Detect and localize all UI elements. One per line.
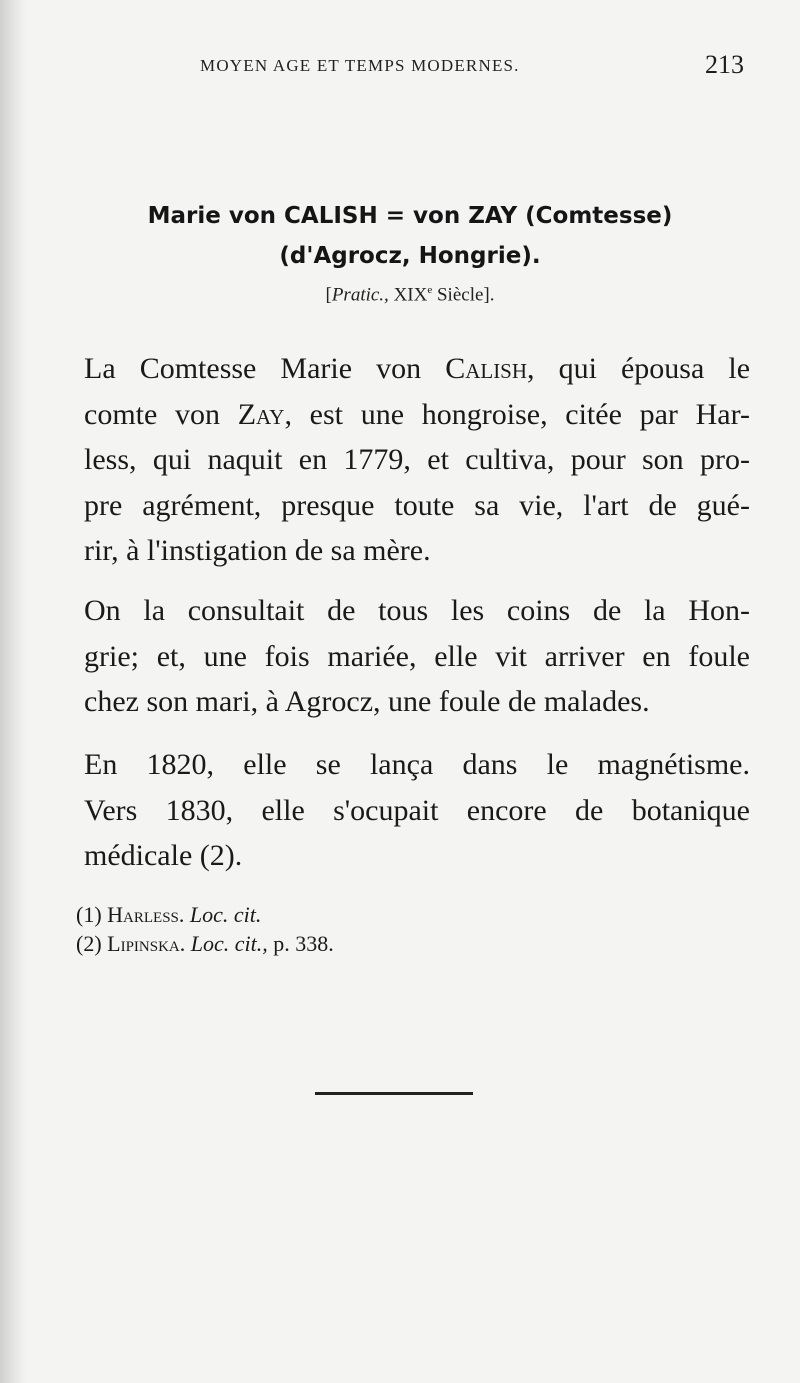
footnote-ref: Loc. cit. [189,902,262,927]
entry-title [40,196,780,276]
footnote-page: p. 338. [273,931,334,956]
p1-line-2 [56,392,750,438]
century-sup: e [427,284,433,296]
p1-l2-text-end: , est une hongroise, citée par Har- [284,397,750,431]
footnote [76,929,334,958]
binding-shadow [0,0,26,1383]
p3-line-2: Vers 1830, elle s'ocupait encore de botanique [84,793,750,827]
paragraph-3 [56,742,750,879]
p2-line-1: On la consultait de tous les coins de la Hon- [84,594,750,627]
entry-title-line1: Marie von CALISH = von ZAY (Comtesse) [147,203,673,229]
footnote-number: (2) [76,931,102,956]
entry-title-line2: (d'Agrocz, Hongrie). [279,243,541,269]
footnote-author: Lipinska. [107,931,186,956]
footnote-ref: Loc. cit., [190,931,268,956]
footnotes [76,900,334,958]
p1-l1-text-end: , qui épousa le [527,352,751,385]
footnote-author: Harless. [107,902,185,927]
p1-line-5: rir, à l'instigation de sa mère. [84,534,431,567]
paragraph-2 [56,588,750,725]
century: XIX [393,284,428,306]
p1-l2-text: comte von [84,397,238,431]
p1-line-1 [56,346,750,392]
p3-line-1: En 1820, elle se lança dans le magnétisme. [84,748,750,781]
name-zay: Zay [237,397,285,431]
p1-line-4: pre agrément, presque toute sa vie, l'art de gué- [84,488,750,522]
name-calish: Calish [445,352,528,385]
paragraph-1 [56,346,750,574]
footnote [76,900,334,929]
p2-line-2: grie; et, une fois mariée, elle vit arriver en foule [84,639,750,673]
running-head: MOYEN AGE ET TEMPS MODERNES. [200,56,520,75]
p1-line-3: less, qui naquit en 1779, et cultiva, pour son pro- [84,443,750,476]
page-number: 213 [705,50,744,79]
p3-line-3: médicale (2). [84,839,243,872]
entry-category: [Pratic., XIXe Siècle]. [325,284,495,306]
p1-l1-text: La Comtesse Marie von [84,352,446,385]
category-label: Pratic., [331,284,389,306]
siecle: Siècle [436,284,484,306]
end-rule [315,1092,473,1095]
footnote-number: (1) [76,902,102,927]
p2-line-3: chez son mari, à Agrocz, une foule de malades. [84,685,650,718]
